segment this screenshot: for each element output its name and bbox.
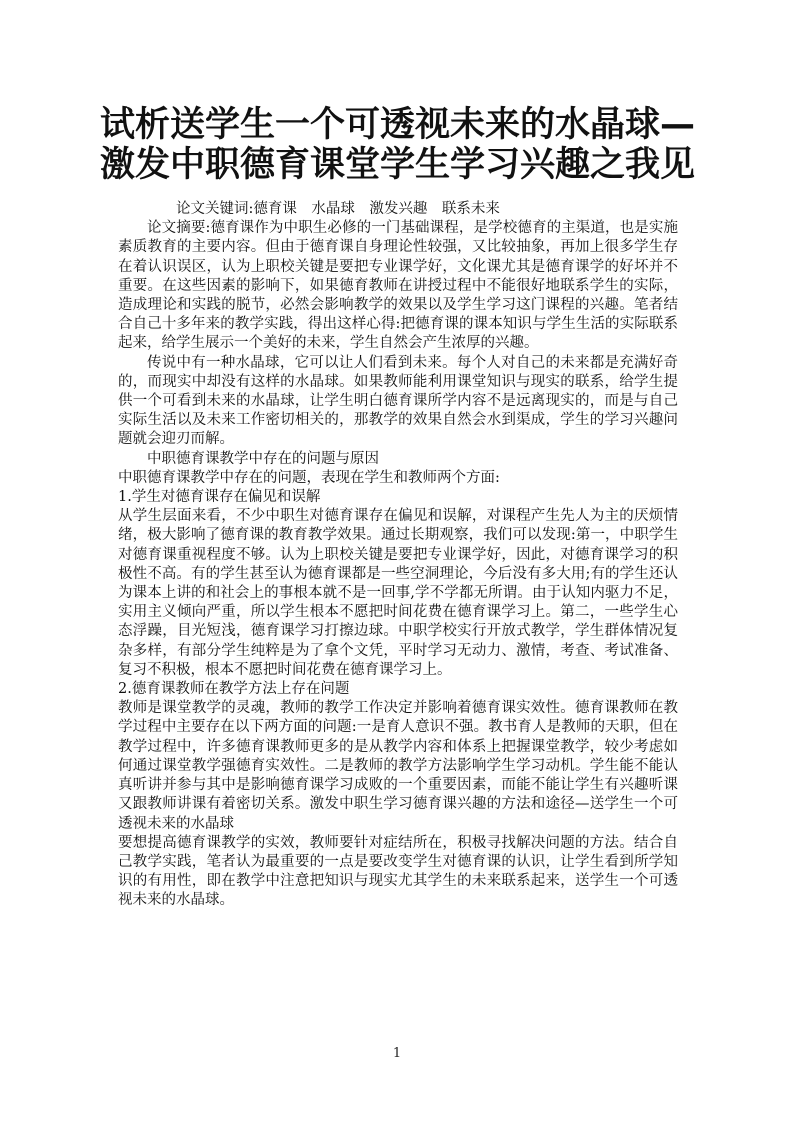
subsection1-paragraph: 从学生层面来看，不少中职生对德育课存在偏见和误解，对课程产生先人为主的厌烦情绪，极大影响了德育课的教育教学效果。通过长期观察，我们可以发现:第一，中职学生对德育课重视程度不够。认为上职校关键是要把专业课学好，因此，对德育课学习的积极性不高。有的学生甚至认为德育课都是一些空洞理论，今后没有多大用;有的学生还认为课本上讲的和社会上的事根本就不是一回事,学不学都无所谓。由于认知内驱力不足，实用主义倾向严重，所以学生根本不愿把时间花费在德育课学习上。第二，一些学生心态浮躁，目光短浅，德育课学习打擦边球。中职学校实行开放式教学，学生群体情况复杂多样，有部分学生纯粹是为了拿个文凭，平时学习无动力、激情，考查、考试准备、复习不积极，根本不愿把时间花费在德育课学习上。 xyxy=(118,508,678,678)
document-title-line2: 激发中职德育课堂学生学习兴趣之我见 xyxy=(100,145,696,185)
subsection1-heading: 1.学生对德育课存在偏见和误解 xyxy=(118,489,321,506)
intro-paragraph: 传说中有一种水晶球，它可以让人们看到未来。每个人对自己的未来都是充满好奇的，而现实中却没有这样的水晶球。如果教师能利用课堂知识与现实的联系，给学生提供一个可看到未来的水晶球，让学生明白德育课所学内容不是远离现实的，而是与自己实际生活以及未来工作密切相关的，那教学的效果自然会水到渠成，学生的学习兴趣问题就会迎刃而解。 xyxy=(118,354,678,448)
subsection2-paragraph: 教师是课堂教学的灵魂，教师的教学工作决定并影响着德育课实效性。德育课教师在教学过程中主要存在以下两方面的问题:一是育人意识不强。教书育人是教师的天职，但在教学过程中，许多德育课教师更多的是从教学内容和体系上把握课堂教学，较少考虑如何通过课堂教学强德育实效性。二是教师的教学方法影响学生学习动机。学生能不能认真听讲并参与其中是影响德育课学习成败的一个重要因素，而能不能让学生有兴趣听课又跟教师讲课有着密切关系。激发中职生学习德育课兴趣的方法和途径—送学生一个可透视未来的水晶球 xyxy=(118,700,678,832)
subsection2-heading: 2.德育课教师在教学方法上存在问题 xyxy=(118,681,350,698)
section1-intro: 中职德育课教学中存在的问题，表现在学生和教师两个方面: xyxy=(118,469,500,486)
page-number: 1 xyxy=(392,1046,402,1061)
document-title-line1: 试析送学生一个可透视未来的水晶球— xyxy=(100,105,696,145)
section2-paragraph: 要想提高德育课教学的实效，教师要针对症结所在，积极寻找解决问题的方法。结合自己教学实践，笔者认为最重要的一点是要改变学生对德育课的认识，让学生看到所学知识的有用性，即在教学中注意把知识与现实尤其学生的未来联系起来，送学生一个可透视未来的水晶球。 xyxy=(118,834,678,909)
abstract-paragraph: 论文摘要:德育课作为中职生必修的一门基础课程，是学校德育的主渠道，也是实施素质教育的主要内容。但由于德育课自身理论性较强，又比较抽象，再加上很多学生存在着认识误区，认为上职校关键是要把专业课学好，文化课尤其是德育课学的好坏并不重要。在这些因素的影响下，如果德育教师在讲授过程中不能很好地联系学生的实际，造成理论和实践的脱节，必然会影响教学的效果以及学生学习这门课程的兴趣。笔者结合自己十多年来的教学实践，得出这样心得:把德育课的课本知识与学生生活的实际联系起来，给学生展示一个美好的未来，学生自然会产生浓厚的兴趣。 xyxy=(118,220,678,352)
document-body xyxy=(118,200,678,911)
keywords-line: 论文关键词:德育课 水晶球 激发兴趣 联系未来 xyxy=(176,201,500,217)
section1-heading: 中职德育课教学中存在的问题与原因 xyxy=(147,450,379,467)
